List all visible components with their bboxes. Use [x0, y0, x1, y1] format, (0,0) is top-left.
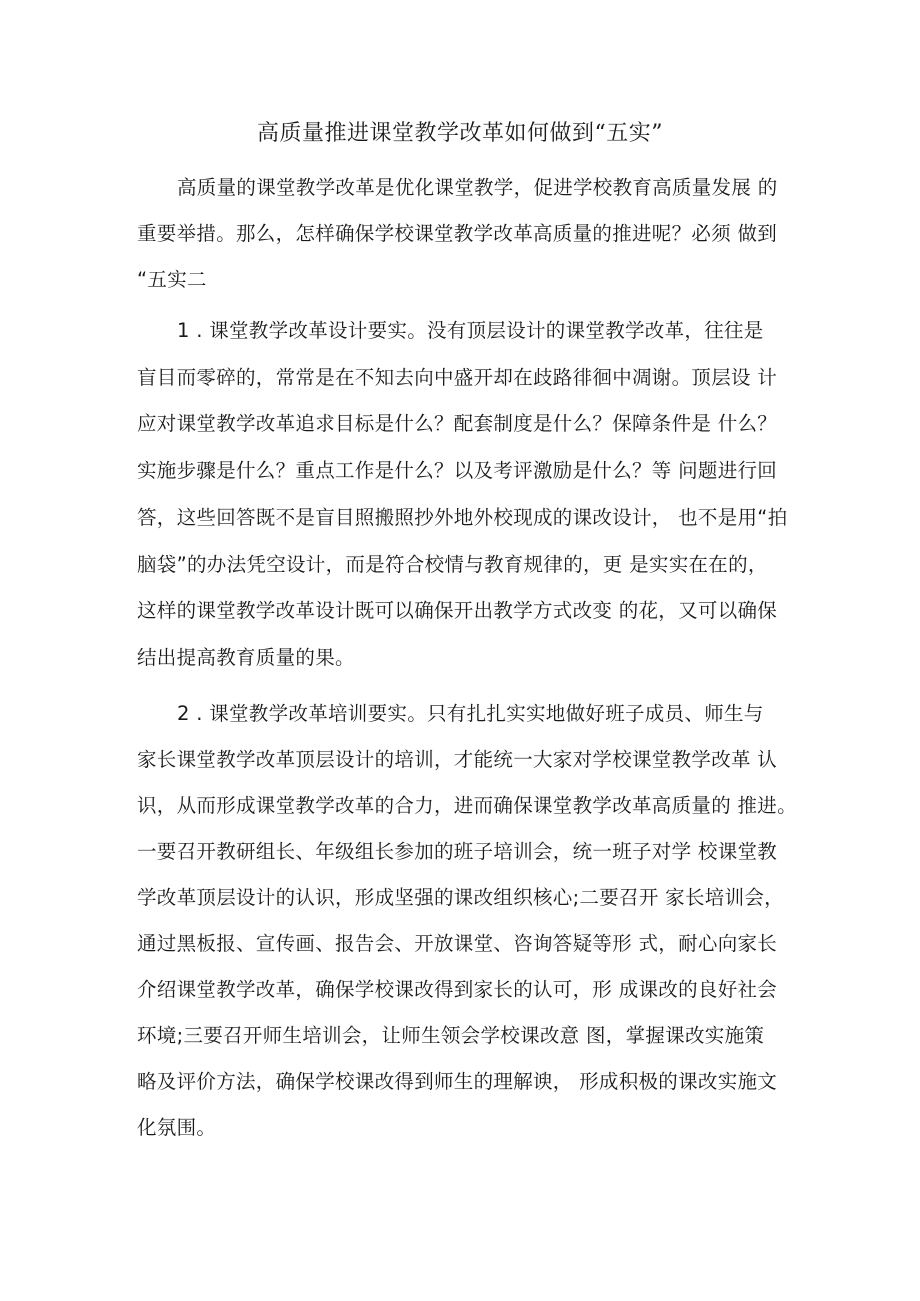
paragraph-line: 盲目而零碎的，常常是在不知去向中盛开却在歧路徘徊中凋谢。顶层设 计 — [137, 366, 778, 389]
document-title: 高质量推进课堂教学改革如何做到“五实” — [257, 121, 663, 146]
paragraph-line: 1 . 课堂教学改革设计要实。没有顶层设计的课堂教学改革，往往是 — [177, 319, 764, 342]
paragraph-line: 家长课堂教学改革顶层设计的培训，才能统一大家对学校课堂教学改革 认 — [137, 748, 778, 771]
paragraph-line: 脑袋”的办法凭空设计，而是符合校情与教育规律的，更 是实实在在的， — [137, 553, 768, 576]
paragraph-line: 一要召开教研组长、年级组长参加的班子培训会，统一班子对学 校课堂教 — [137, 840, 778, 863]
paragraph-line: 应对课堂教学改革追求目标是什么？配套制度是什么？保障条件是 什么？ — [137, 412, 778, 435]
paragraph-line: 略及评价方法，确保学校课改得到师生的理解谀， 形成积极的课改实施文 — [137, 1070, 778, 1093]
paragraph-line: 实施步骤是什么？重点工作是什么？以及考评激励是什么？等 问题进行回 — [137, 459, 778, 482]
paragraph-line: 结出提高教育质量的果。 — [137, 646, 355, 669]
paragraph-line: 这样的课堂教学改革设计既可以确保开出教学方式改变 的花，又可以确保 — [137, 599, 778, 622]
paragraph-line: “五实二 — [137, 268, 207, 291]
paragraph-line: 学改革顶层设计的认识，形成坚强的课改组织核心;二要召开 家长培训会， — [137, 886, 784, 909]
paragraph-line: 答，这些回答既不是盲目照搬照抄外地外校现成的课改设计， 也不是用“拍 — [137, 506, 788, 529]
paragraph-line: 识，从而形成课堂教学改革的合力，进而确保课堂教学改革高质量的 推进。 — [137, 794, 797, 817]
paragraph-line: 环境;三要召开师生培训会，让师生领会学校课改意 图，掌握课改实施策 — [137, 1024, 765, 1047]
paragraph-line: 2 . 课堂教学改革培训要实。只有扎扎实实地做好班子成员、师生与 — [177, 702, 764, 725]
paragraph-line: 介绍课堂教学改革，确保学校课改得到家长的认可，形 成课改的良好社会 — [137, 978, 778, 1001]
paragraph-line: 重要举措。那么，怎样确保学校课堂教学改革高质量的推进呢？必须 做到 — [137, 222, 778, 245]
paragraph-line: 化氛围。 — [137, 1116, 217, 1139]
paragraph-line: 高质量的课堂教学改革是优化课堂教学，促进学校教育高质量发展 的 — [177, 176, 778, 199]
paragraph-line: 通过黑板报、宣传画、报告会、开放课堂、咨询答疑等形 式，耐心向家长 — [137, 932, 778, 955]
